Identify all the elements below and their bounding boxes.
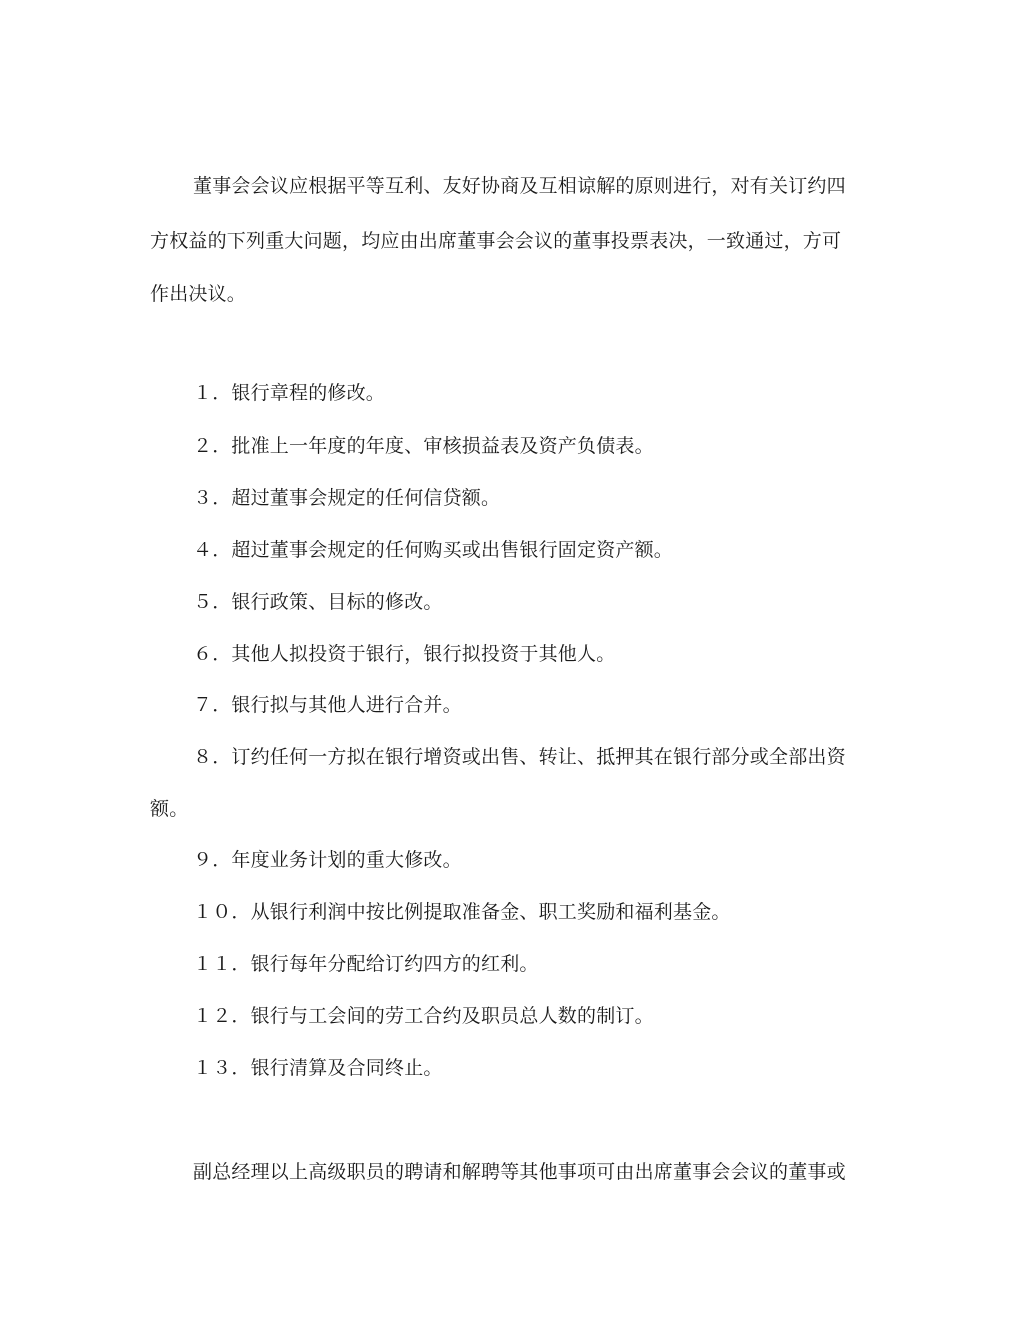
list-item-8: ８．订约任何一方拟在银行增资或出售、转让、抵押其在银行部分或全部出资 xyxy=(193,746,846,768)
intro-paragraph-line-3: 作出决议。 xyxy=(150,283,247,305)
intro-paragraph-line-2: 方权益的下列重大问题，均应由出席董事会会议的董事投票表决，一致通过，方可 xyxy=(150,230,842,252)
closing-paragraph-line-1: 副总经理以上高级职员的聘请和解聘等其他事项可由出席董事会会议的董事或 xyxy=(193,1161,846,1183)
list-item-5: ５．银行政策、目标的修改。 xyxy=(193,591,443,613)
list-item-2: ２．批准上一年度的年度、审核损益表及资产负债表。 xyxy=(193,435,654,457)
intro-paragraph-line-1: 董事会会议应根据平等互利、友好协商及互相谅解的原则进行，对有关订约四 xyxy=(193,175,846,197)
list-item-10: １０．从银行利润中按比例提取准备金、职工奖励和福利基金。 xyxy=(193,901,731,923)
list-item-11: １１．银行每年分配给订约四方的红利。 xyxy=(193,953,539,975)
list-item-12: １２．银行与工会间的劳工合约及职员总人数的制订。 xyxy=(193,1005,654,1027)
list-item-1: １．银行章程的修改。 xyxy=(193,382,386,404)
list-item-7: ７．银行拟与其他人进行合并。 xyxy=(193,694,462,716)
list-item-3: ３．超过董事会规定的任何信贷额。 xyxy=(193,487,501,509)
list-item-4: ４．超过董事会规定的任何购买或出售银行固定资产额。 xyxy=(193,539,674,561)
list-item-9: ９．年度业务计划的重大修改。 xyxy=(193,849,462,871)
list-item-6: ６．其他人拟投资于银行，银行拟投资于其他人。 xyxy=(193,643,616,665)
list-item-13: １３．银行清算及合同终止。 xyxy=(193,1057,443,1079)
list-item-8-continuation: 额。 xyxy=(150,798,189,820)
